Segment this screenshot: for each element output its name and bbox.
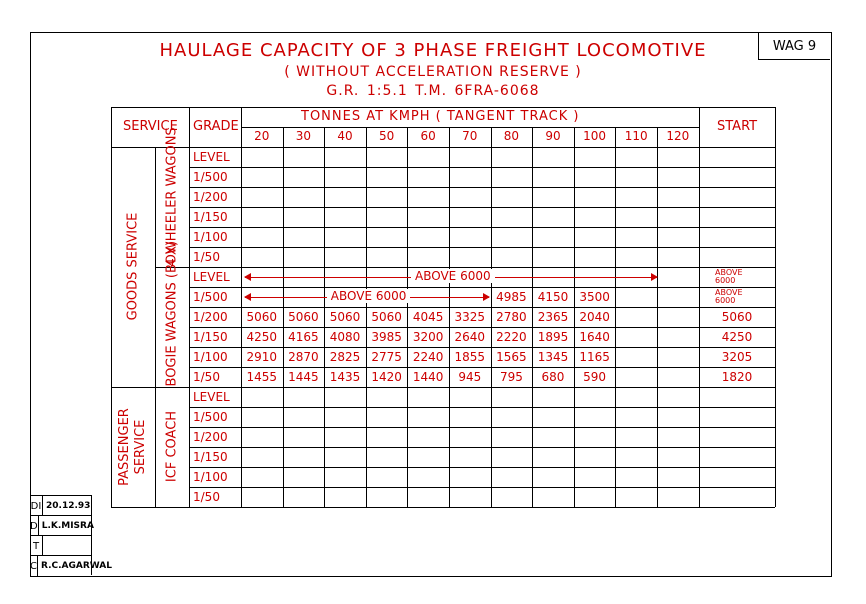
bogie-wagons-label: BOGIE WAGONS (BOX) bbox=[164, 240, 180, 387]
capacity-value: 1855 bbox=[454, 350, 486, 364]
capacity-value: 2365 bbox=[537, 310, 569, 324]
grade-label: LEVEL bbox=[193, 270, 230, 284]
start-value: 5060 bbox=[721, 310, 753, 324]
capacity-value: 1345 bbox=[537, 350, 569, 364]
signoff-row bbox=[30, 535, 91, 556]
speed-header-70: 70 bbox=[462, 129, 478, 143]
grid-line bbox=[775, 107, 776, 507]
passenger-service-label: PASSENGER SERVICE bbox=[117, 408, 148, 486]
capacity-value: 945 bbox=[458, 370, 482, 384]
capacity-value: 4150 bbox=[537, 290, 569, 304]
above-6000-label: ABOVE 6000 bbox=[411, 269, 495, 283]
sheet-subtitle: ( WITHOUT ACCELERATION RESERVE ) bbox=[284, 64, 582, 80]
capacity-value: 1435 bbox=[329, 370, 361, 384]
grade-label: 1/100 bbox=[193, 230, 228, 244]
grid-line bbox=[111, 387, 775, 388]
signoff-key: T bbox=[30, 536, 43, 556]
goods-service-label: GOODS SERVICE bbox=[125, 212, 141, 321]
signoff-row bbox=[30, 555, 112, 576]
signoff-value: R.C.AGARWAL bbox=[40, 561, 112, 571]
speed-header-30: 30 bbox=[295, 129, 312, 143]
capacity-value: 3985 bbox=[371, 330, 402, 344]
grid-line bbox=[111, 107, 112, 507]
capacity-value: 4985 bbox=[496, 290, 527, 304]
capacity-value: 2870 bbox=[288, 350, 319, 364]
grade-label: 1/500 bbox=[193, 290, 228, 304]
signoff-row bbox=[30, 515, 94, 536]
grade-label: 1/100 bbox=[193, 470, 228, 484]
speed-header-80: 80 bbox=[503, 129, 520, 143]
grid-line bbox=[155, 147, 156, 507]
grid-line bbox=[657, 127, 658, 507]
grid-line bbox=[111, 107, 775, 108]
signoff-key: C bbox=[30, 556, 38, 576]
grid-line bbox=[189, 347, 775, 348]
start-value: 3205 bbox=[721, 350, 753, 364]
above-6000-label: ABOVE 6000 bbox=[327, 289, 411, 303]
capacity-value: 5060 bbox=[246, 310, 278, 324]
signoff-block bbox=[30, 495, 112, 575]
speed-header-20: 20 bbox=[254, 129, 270, 143]
loco-class-badge: WAG 9 bbox=[758, 33, 830, 60]
signoff-key: DI bbox=[30, 496, 43, 516]
start-value: ABOVE 6000 bbox=[715, 288, 743, 305]
capacity-value: 2040 bbox=[579, 310, 610, 324]
grid-line bbox=[189, 507, 775, 508]
grid-line bbox=[615, 127, 616, 507]
grid-line bbox=[241, 127, 699, 128]
grid-line bbox=[189, 487, 775, 488]
capacity-value: 1420 bbox=[371, 370, 402, 384]
capacity-value: 2825 bbox=[329, 350, 361, 364]
grid-line bbox=[189, 427, 775, 428]
grade-label: 1/200 bbox=[193, 310, 228, 324]
grid-line bbox=[189, 367, 775, 368]
above-6000-arrow bbox=[245, 289, 489, 303]
capacity-value: 2640 bbox=[454, 330, 486, 344]
capacity-value: 5060 bbox=[288, 310, 319, 324]
grid-line bbox=[189, 227, 775, 228]
capacity-value: 3500 bbox=[579, 290, 610, 304]
haulage-table bbox=[111, 107, 775, 507]
capacity-value: 5060 bbox=[371, 310, 402, 324]
speed-header-50: 50 bbox=[378, 129, 395, 143]
grade-label: LEVEL bbox=[193, 390, 230, 404]
sheet-specs: G.R. 1:5.1 T.M. 6FRA-6068 bbox=[326, 83, 540, 99]
capacity-value: 4250 bbox=[246, 330, 278, 344]
speed-header-120: 120 bbox=[666, 129, 690, 143]
sheet-title: HAULAGE CAPACITY OF 3 PHASE FREIGHT LOCOMOTIVE bbox=[159, 40, 707, 61]
grade-label: 1/50 bbox=[193, 490, 220, 504]
grid-line bbox=[189, 247, 775, 248]
grid-line bbox=[189, 287, 775, 288]
capacity-value: 1445 bbox=[288, 370, 319, 384]
grid-line bbox=[189, 447, 775, 448]
speed-header-100: 100 bbox=[583, 129, 607, 143]
capacity-value: 2775 bbox=[371, 350, 402, 364]
capacity-value: 2240 bbox=[412, 350, 444, 364]
grid-line bbox=[189, 267, 775, 268]
capacity-value: 1640 bbox=[579, 330, 610, 344]
capacity-value: 2780 bbox=[496, 310, 527, 324]
grid-line bbox=[189, 467, 775, 468]
icf-coach-label: ICF COACH bbox=[164, 410, 180, 483]
capacity-value: 1455 bbox=[246, 370, 278, 384]
service-header: SERVICE bbox=[123, 119, 178, 134]
grade-header: GRADE bbox=[193, 119, 239, 134]
capacity-value: 590 bbox=[583, 370, 607, 384]
capacity-value: 1440 bbox=[412, 370, 444, 384]
grid-line bbox=[189, 327, 775, 328]
grid-line bbox=[189, 307, 775, 308]
grade-label: 1/200 bbox=[193, 190, 228, 204]
grade-label: 1/50 bbox=[193, 370, 220, 384]
capacity-value: 680 bbox=[541, 370, 565, 384]
signoff-row bbox=[30, 495, 91, 516]
grade-label: 1/500 bbox=[193, 170, 228, 184]
start-value: ABOVE 6000 bbox=[715, 268, 743, 285]
capacity-value: 5060 bbox=[329, 310, 361, 324]
grade-label: 1/150 bbox=[193, 330, 228, 344]
capacity-value: 3200 bbox=[412, 330, 444, 344]
capacity-value: 1895 bbox=[537, 330, 569, 344]
grid-line bbox=[189, 187, 775, 188]
grid-line bbox=[189, 167, 775, 168]
signoff-key: D bbox=[30, 516, 39, 536]
grade-label: 1/200 bbox=[193, 430, 228, 444]
grade-label: LEVEL bbox=[193, 150, 230, 164]
capacity-value: 4080 bbox=[329, 330, 361, 344]
signoff-value: 20.12.93 bbox=[46, 501, 91, 511]
grid-line bbox=[189, 207, 775, 208]
start-value: 4250 bbox=[721, 330, 753, 344]
grid-line bbox=[189, 407, 775, 408]
capacity-value: 2220 bbox=[496, 330, 527, 344]
above-6000-arrow bbox=[245, 269, 657, 283]
grade-label: 1/150 bbox=[193, 210, 228, 224]
start-value: 1820 bbox=[721, 370, 753, 384]
capacity-value: 795 bbox=[499, 370, 523, 384]
start-header: START bbox=[717, 119, 758, 134]
capacity-value: 1565 bbox=[496, 350, 527, 364]
tonnes-header: TONNES AT KMPH ( TANGENT TRACK ) bbox=[301, 109, 580, 124]
capacity-value: 4165 bbox=[288, 330, 319, 344]
grid-line bbox=[189, 147, 775, 148]
grade-label: 1/500 bbox=[193, 410, 228, 424]
capacity-value: 1165 bbox=[579, 350, 610, 364]
capacity-value: 4045 bbox=[412, 310, 444, 324]
grade-label: 1/150 bbox=[193, 450, 228, 464]
speed-header-110: 110 bbox=[624, 129, 648, 143]
speed-header-60: 60 bbox=[420, 129, 436, 143]
speed-header-40: 40 bbox=[337, 129, 353, 143]
capacity-value: 3325 bbox=[454, 310, 486, 324]
grade-label: 1/100 bbox=[193, 350, 228, 364]
capacity-value: 2910 bbox=[246, 350, 278, 364]
speed-header-90: 90 bbox=[545, 129, 561, 143]
grade-label: 1/50 bbox=[193, 250, 220, 264]
four-wheeler-label: 4 WHEELER WAGONS bbox=[164, 127, 180, 267]
signoff-value: L.K.MISRA bbox=[41, 521, 94, 531]
